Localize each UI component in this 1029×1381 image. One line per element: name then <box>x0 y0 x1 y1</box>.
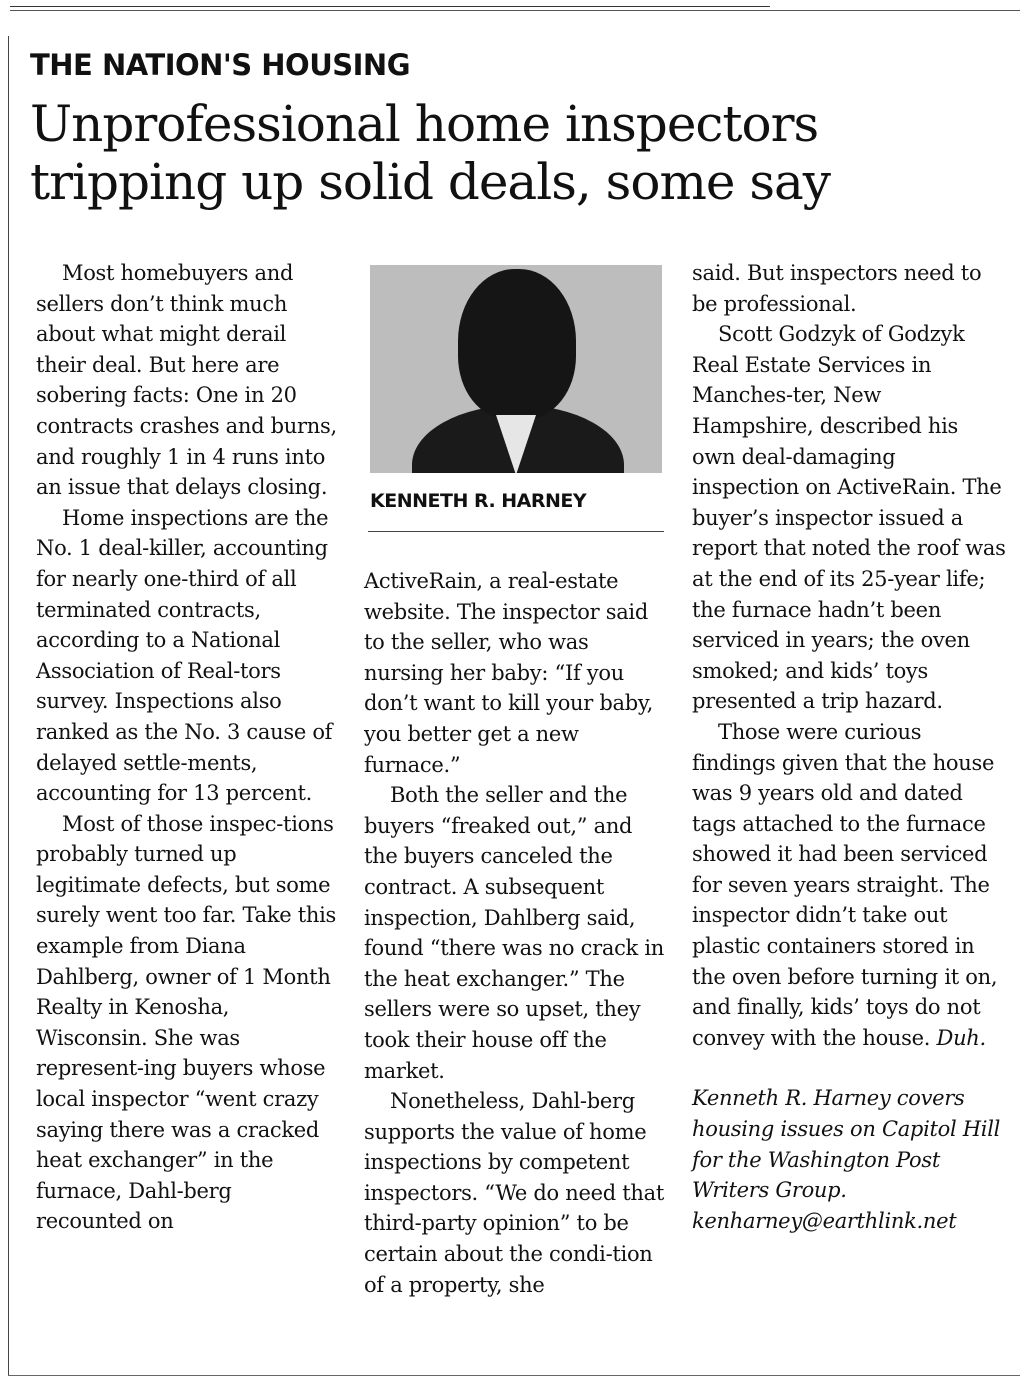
top-rule <box>10 6 770 7</box>
section-kicker: THE NATION'S HOUSING <box>30 48 410 82</box>
article-column-3 <box>692 258 1007 1236</box>
paragraph: said. But inspectors need to be professional. <box>692 261 982 316</box>
author-email: kenharney@earthlink.net <box>692 1208 957 1233</box>
paragraph-text: Those were curious findings given that the house was 9 years old and dated tags attached to the furnace showed it had been serviced for seven years straight. The inspector didn’t take out plastic containers stored in the oven before turning it on, and finally, kids’ toys do not convey with the house. <box>692 719 998 1050</box>
byline-rule <box>368 531 664 532</box>
paragraph: Nonetheless, Dahl-berg supports the value of home inspections by competent inspectors. “We do need that third-party opinion” to be certain about the condi-tion of a property, she <box>364 1089 664 1297</box>
article-column-2 <box>364 566 669 1300</box>
top-rule-secondary <box>10 10 1020 11</box>
closing-remark: Duh. <box>936 1025 986 1050</box>
paragraph: Scott Godzyk of Godzyk Real Estate Services in Manches-ter, New Hampshire, described his own deal-damaging inspection on ActiveRain. The buyer’s inspector issued a report that noted the roof was at the end of its 25-year life; the furnace hadn’t been serviced in years; the oven smoked; and kids’ toys presented a trip hazard. <box>692 322 1006 714</box>
author-tagline <box>692 1083 1007 1236</box>
paragraph: ActiveRain, a real-estate website. The inspector said to the seller, who was nursing her baby: “If you don’t want to kill your baby, you better get a new furnace.” <box>364 569 654 777</box>
author-photo <box>370 265 662 473</box>
paragraph: Both the seller and the buyers “freaked out,” and the buyers canceled the contract. A subsequent inspection, Dahlberg said, found “there was no crack in the heat exchanger.” The sellers were so upset, they took their house off the market. <box>364 783 664 1083</box>
paragraph: Most homebuyers and sellers don’t think much about what might derail their deal. But here are sobering facts: One in 20 contracts crashes and burns, and roughly 1 in 4 runs into an issue that delays closing. <box>36 261 337 500</box>
photo-head <box>458 269 576 419</box>
article-column-1 <box>36 258 341 1237</box>
paragraph <box>692 717 1007 1054</box>
paragraph: Most of those inspec-tions probably turned up legitimate defects, but some surely went too far. Take this example from Diana Dahlberg, owner of 1 Month Realty in Kenosha, Wisconsin. She was represent-ing buyers whose local inspector “went crazy saying there was a cracked heat exchanger” in the furnace, Dahl-berg recounted on <box>36 811 337 1234</box>
headline: Unprofessional home inspectors tripping up solid deals, some say <box>30 95 831 211</box>
byline: KENNETH R. HARNEY <box>370 490 587 512</box>
tagline-text: Kenneth R. Harney covers housing issues on Capitol Hill for the Washington Post Writers Group. <box>692 1086 1001 1203</box>
bottom-border <box>8 1375 1020 1376</box>
left-border <box>8 36 9 1376</box>
paragraph: Home inspections are the No. 1 deal-killer, accounting for nearly one-third of all terminated contracts, according to a National Association of Real-tors survey. Inspections also ranked as the No. 3 cause of delayed settle-ments, accounting for 13 percent. <box>36 505 333 806</box>
